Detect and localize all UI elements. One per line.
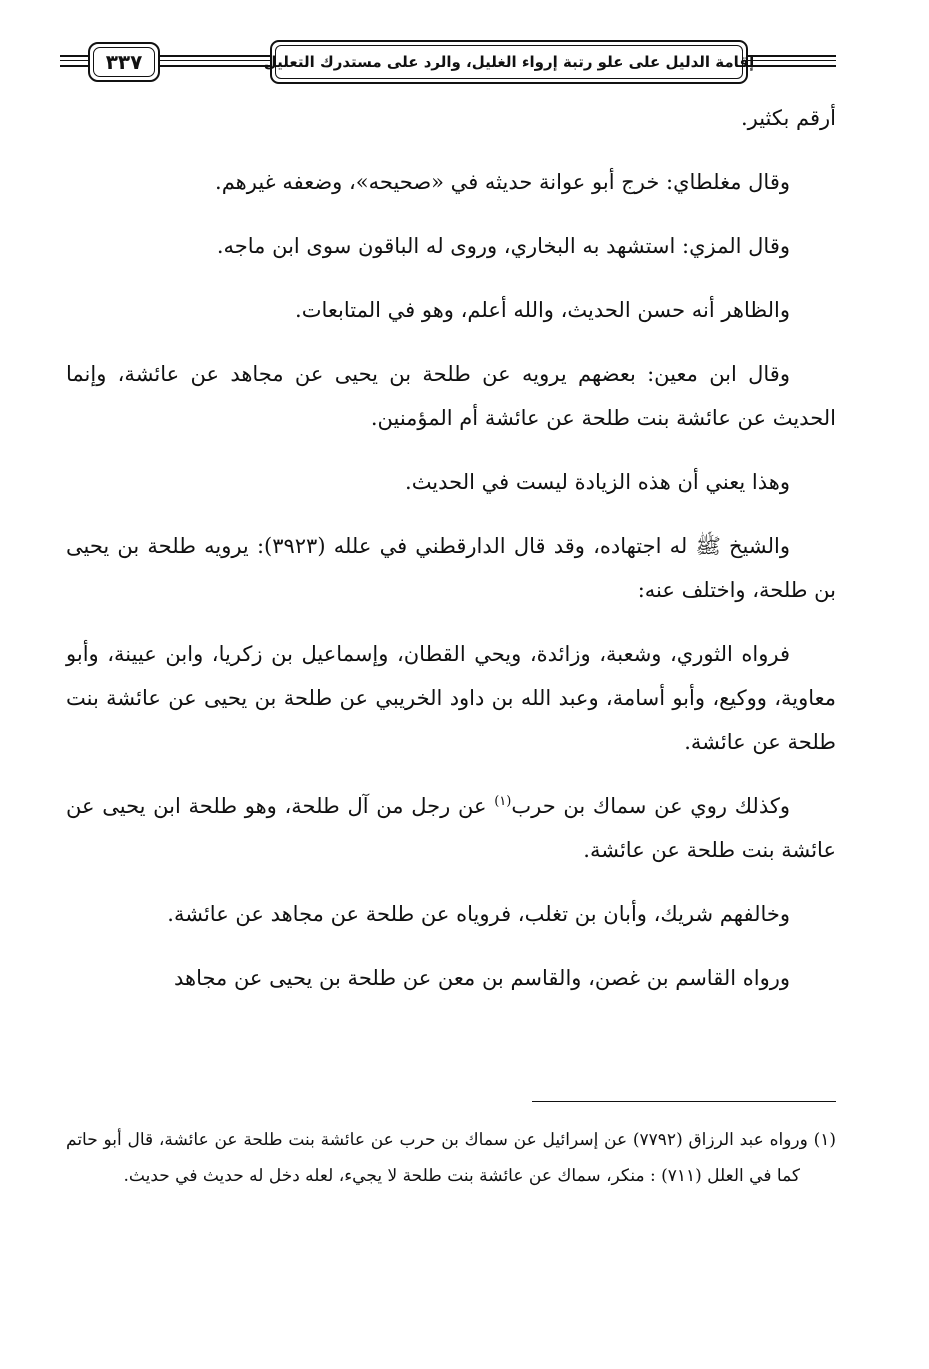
- footnotes: [66, 1122, 836, 1194]
- paragraph-3: والظاهر أنه حسن الحديث، والله أعلم، وهو في المتابعات.: [295, 298, 790, 322]
- running-title: إقامة الدليل على علو رتبة إرواء الغليل، والرد على مستدرك التعليل: [263, 53, 755, 71]
- page-number-frame: [88, 42, 160, 82]
- paragraph-6: والشيخ ﷺ له اجتهاده، وقد قال الدارقطني في علله (٣٩٢٣): يرويه طلحة بن يحيى بن طلحة، واختلف عنه:: [66, 534, 836, 602]
- paragraph-9: وخالفهم شريك، وأبان بن تغلب، فروياه عن طلحة عن مجاهد عن عائشة.: [167, 902, 790, 926]
- paragraph-8-text-before: وكذلك روي عن سماك بن حرب: [511, 794, 790, 818]
- footnote-1: (١) ورواه عبد الرزاق (٧٧٩٢) عن إسرائيل عن سماك بن حرب عن عائشة بنت طلحة عن عائشة، قال أبو حاتم كما في العلل (٧١١) : منكر، سماك عن عائشة بنت طلحة لا يجيء، لعله دخل له حديث في حديث.: [66, 1130, 836, 1186]
- footnote-reference-1[interactable]: (١): [494, 794, 512, 809]
- paragraph-7: فرواه الثوري، وشعبة، وزائدة، ويحي القطان، وإسماعيل بن زكريا، وابن عيينة، وأبو معاوية، ووكيع، وأبو أسامة، وعبد الله بن داود الخريبي عن طلحة بن يحيى عن عائشة بنت طلحة عن عائشة.: [66, 642, 836, 754]
- paragraph-0: أرقم بكثير.: [740, 106, 836, 130]
- paragraph-8: [66, 784, 836, 872]
- paragraph-4: وقال ابن معين: بعضهم يرويه عن طلحة بن يحيى عن مجاهد عن عائشة، وإنما الحديث عن عائشة بنت طلحة عن عائشة أم المؤمنين.: [66, 362, 836, 430]
- header-rule-left: [60, 55, 88, 67]
- paragraph-10: ورواه القاسم بن غصن، والقاسم بن معن عن طلحة بن يحيى عن مجاهد: [173, 966, 790, 990]
- running-title-frame: [263, 40, 755, 84]
- paragraph-8-text-after: عن رجل من آل طلحة، وهو طلحة ابن يحيى عن عائشة بنت طلحة عن عائشة.: [66, 794, 836, 862]
- page-number: ٣٣٧: [105, 50, 143, 74]
- header-rule-middle: [160, 55, 270, 67]
- header-rule-right: [748, 55, 836, 67]
- paragraph-1: وقال مغلطاي: خرج أبو عوانة حديثه في «صحيحه»، وضعفه غيرهم.: [215, 170, 790, 194]
- footnote-separator: [532, 1101, 836, 1102]
- page-header: [60, 36, 836, 88]
- paragraph-2: وقال المزي: استشهد به البخاري، وروى له الباقون سوى ابن ماجه.: [216, 234, 790, 258]
- main-text: [66, 96, 836, 1020]
- paragraph-5: وهذا يعني أن هذه الزيادة ليست في الحديث.: [405, 470, 790, 494]
